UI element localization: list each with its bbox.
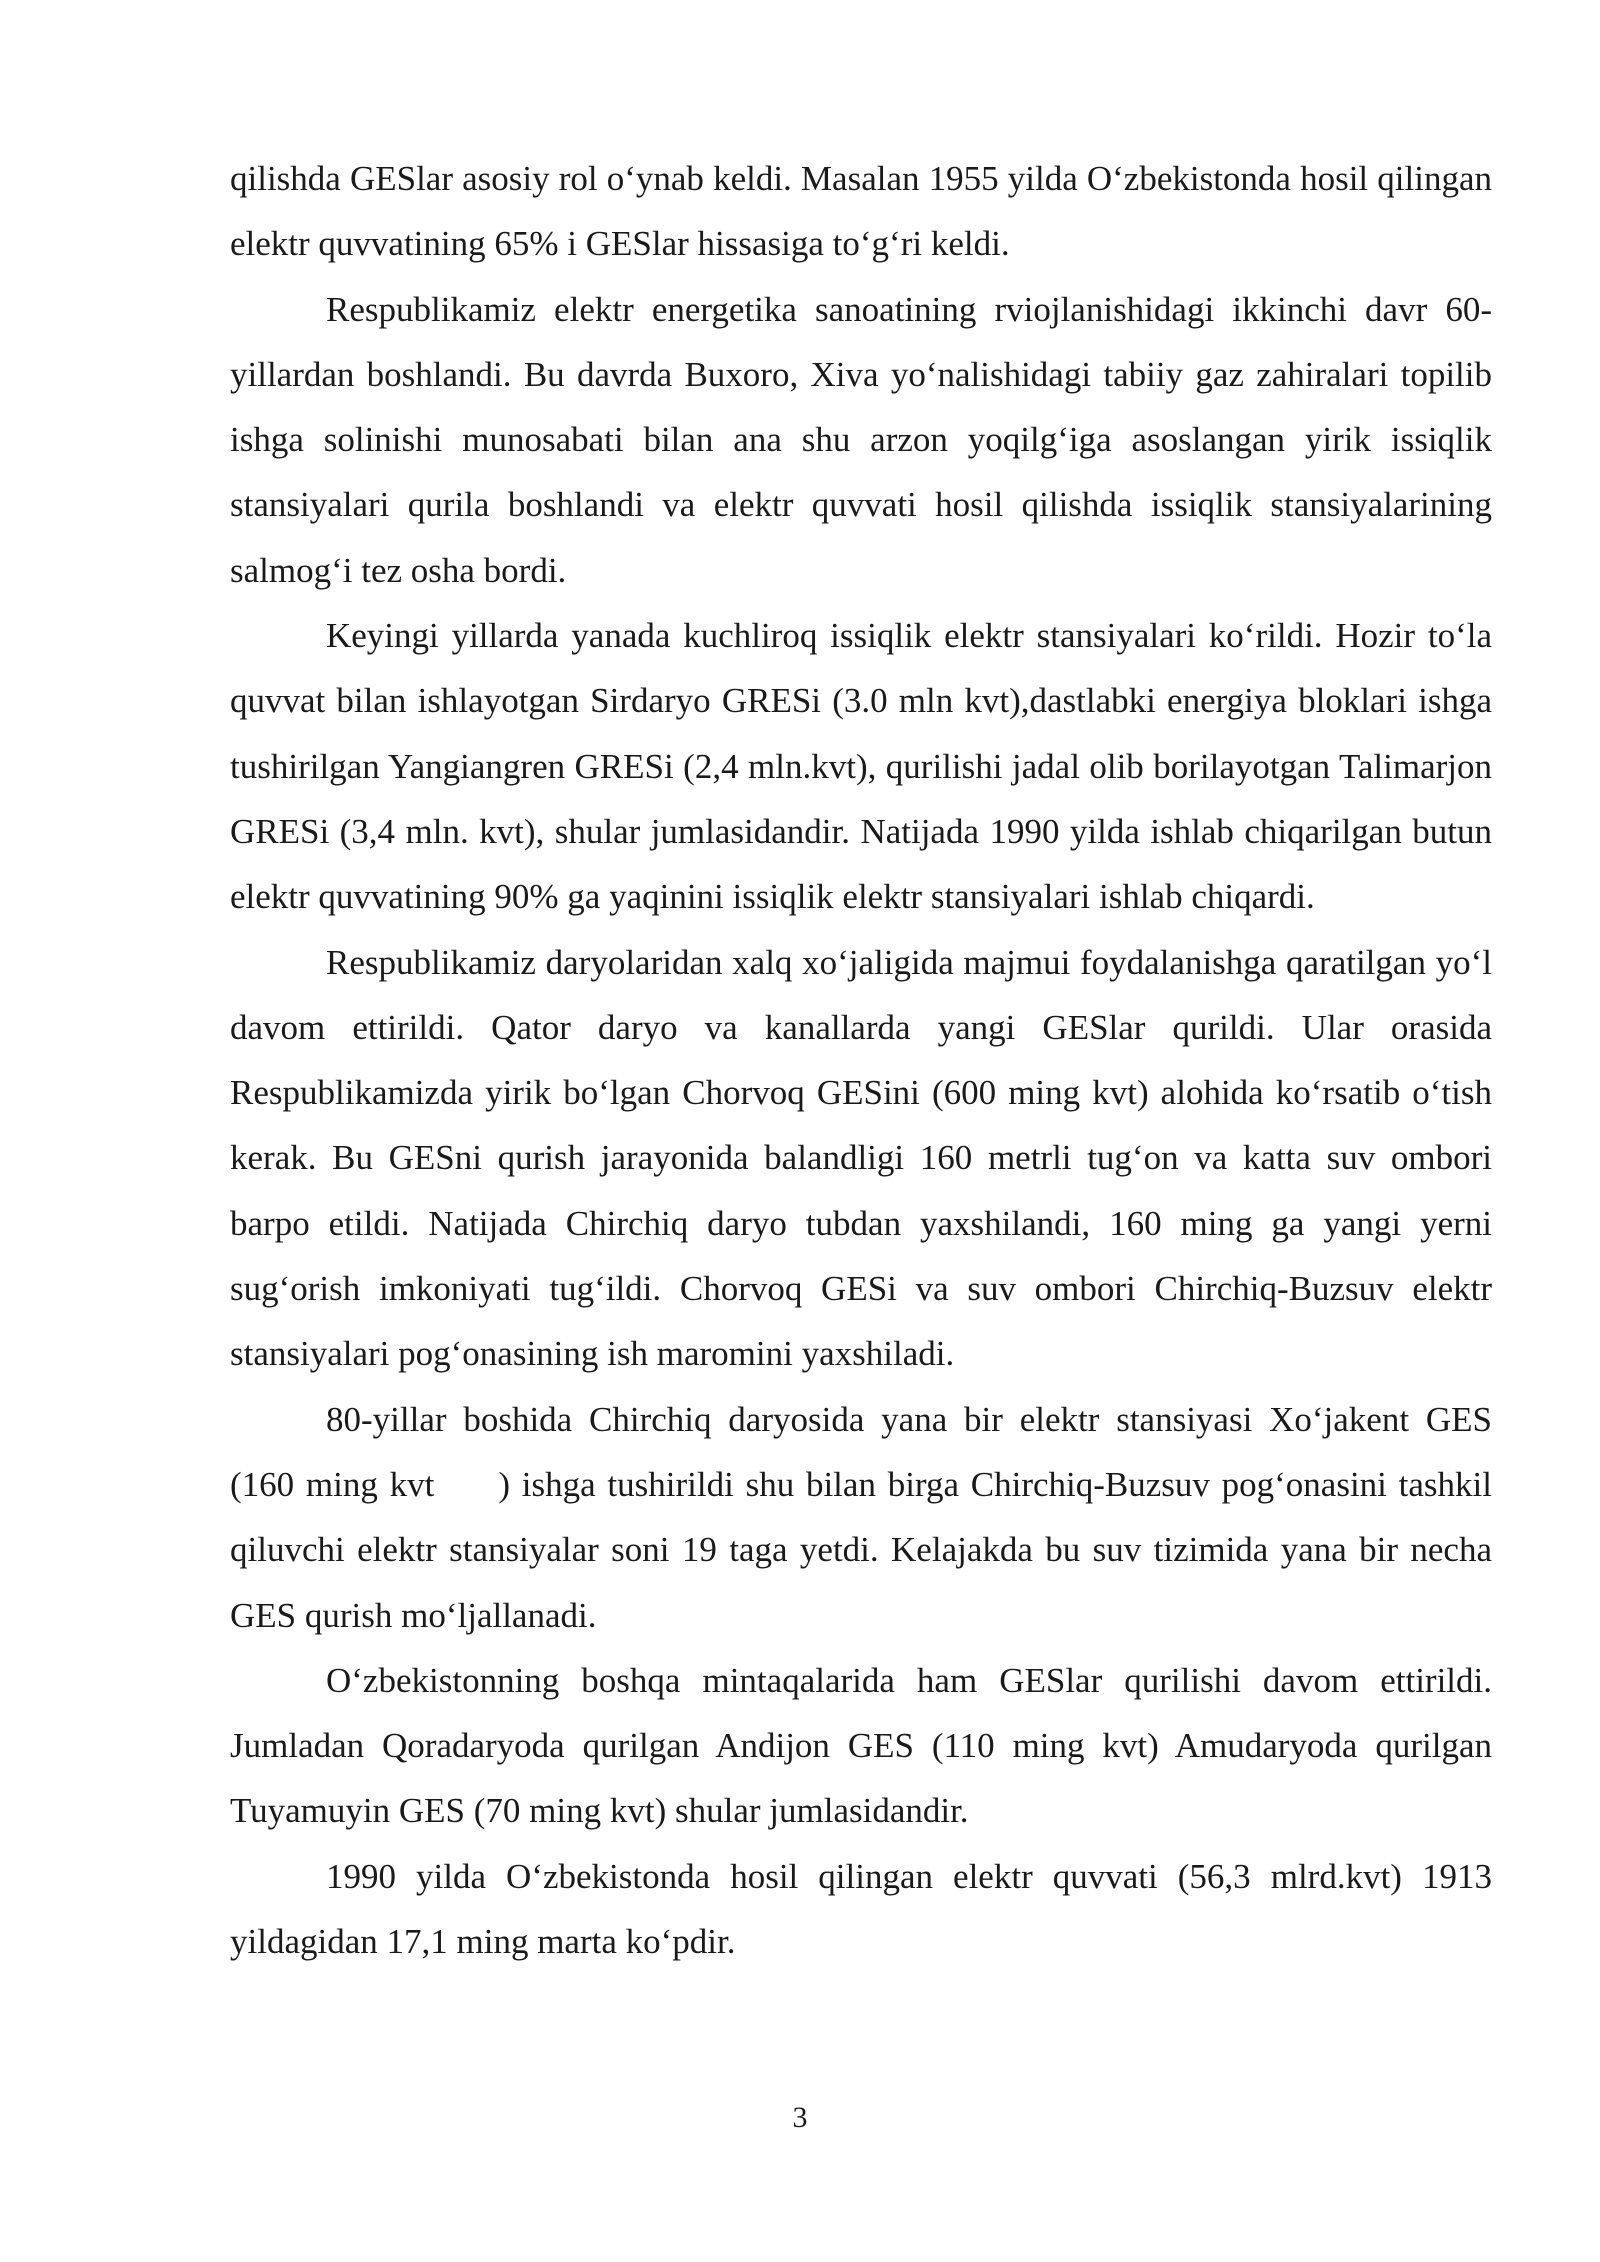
paragraph-7: 1990 yilda O‘zbekistonda hosil qilingan elektr quvvati (56,3 mlrd.kvt) 1913 yildagidan 17,1 ming marta ko‘pdir. <box>230 1856 1492 1962</box>
paragraph-2: Respublikamiz elektr energetika sanoatining rviojlanishidagi ikkinchi davr 60-yillardan boshlandi. Bu davrda Buxoro, Xiva yo‘nalishidagi tabiiy gaz zahiralari topilib ishga solinishi munosabati bilan ana shu arzon yoqilg‘iga asoslangan yirik issiqlik stansiyalari qurila boshlandi va elektr quvvati hosil qilishda issiqlik stansiyalarining salmog‘i tez osha bordi. <box>230 289 1492 590</box>
paragraph-4: Respublikamiz daryolaridan xalq xo‘jaligida majmui foydalanishga qaratilgan yo‘l davom ettirildi. Qator daryo va kanallarda yangi GESlar qurildi. Ular orasida Respublikamizda yirik bo‘lgan Chorvoq GESini (600 ming kvt) alohida ko‘rsatib o‘tish kerak. Bu GESni qurish jarayonida balandligi 160 metrli tug‘on va katta suv ombori barpo etildi. Natijada Chirchiq daryo tubdan yaxshilandi, 160 ming ga yangi yerni sug‘orish imkoniyati tug‘ildi. Chorvoq GESi va suv ombori Chirchiq-Buzsuv elektr stansiyalari pog‘onasining ish maromini yaxshiladi. <box>230 942 1492 1374</box>
paragraph-6: O‘zbekistonning boshqa mintaqalarida ham GESlar qurilishi davom ettirildi. Jumladan Qoradaryoda qurilgan Andijon GES (110 ming kvt) Amudaryoda qurilgan Tuyamuyin GES (70 ming kvt) shular jumlasidandir. <box>230 1660 1492 1831</box>
paragraph-5-part-2: ) ishga tushirildi shu bilan birga Chirchiq-Buzsuv pog‘onasini tashkil qiluvchi elektr stansiyalar soni 19 taga yetdi. Kelajakda bu suv tizimida yana bir necha GES qurish mo‘ljallanadi. <box>230 1464 1493 1635</box>
paragraph-5-part-1: 80-yillar boshida Chirchiq daryosida yana bir elektr stansiyasi Xo‘jakent GES (160 ming kvt <box>230 1399 1492 1504</box>
body-text <box>230 146 1492 1974</box>
paragraph-1: qilishda GESlar asosiy rol o‘ynab keldi. Masalan 1955 yilda O‘zbekistonda hosil qilingan elektr quvvatining 65% i GESlar hissasiga to‘g‘ri keldi. <box>230 159 1492 264</box>
page-number: 3 <box>792 2101 808 2134</box>
paragraph-5 <box>230 1387 1492 1648</box>
paragraph-3: Keyingi yillarda yanada kuchliroq issiqlik elektr stansiyalari ko‘rildi. Hozir to‘la quvvat bilan ishlayotgan Sirdaryo GRESi (3.0 mln kvt),dastlabki energiya bloklari ishga tushirilgan Yangiangren GRESi (2,4 mln.kvt), qurilishi jadal olib borilayotgan Talimarjon GRESi (3,4 mln. kvt), shular jumlasidandir. Natijada 1990 yilda ishlab chiqarilgan butun elektr quvvatining 90% ga yaqinini issiqlik elektr stansiyalari ishlab chiqardi. <box>230 616 1492 917</box>
